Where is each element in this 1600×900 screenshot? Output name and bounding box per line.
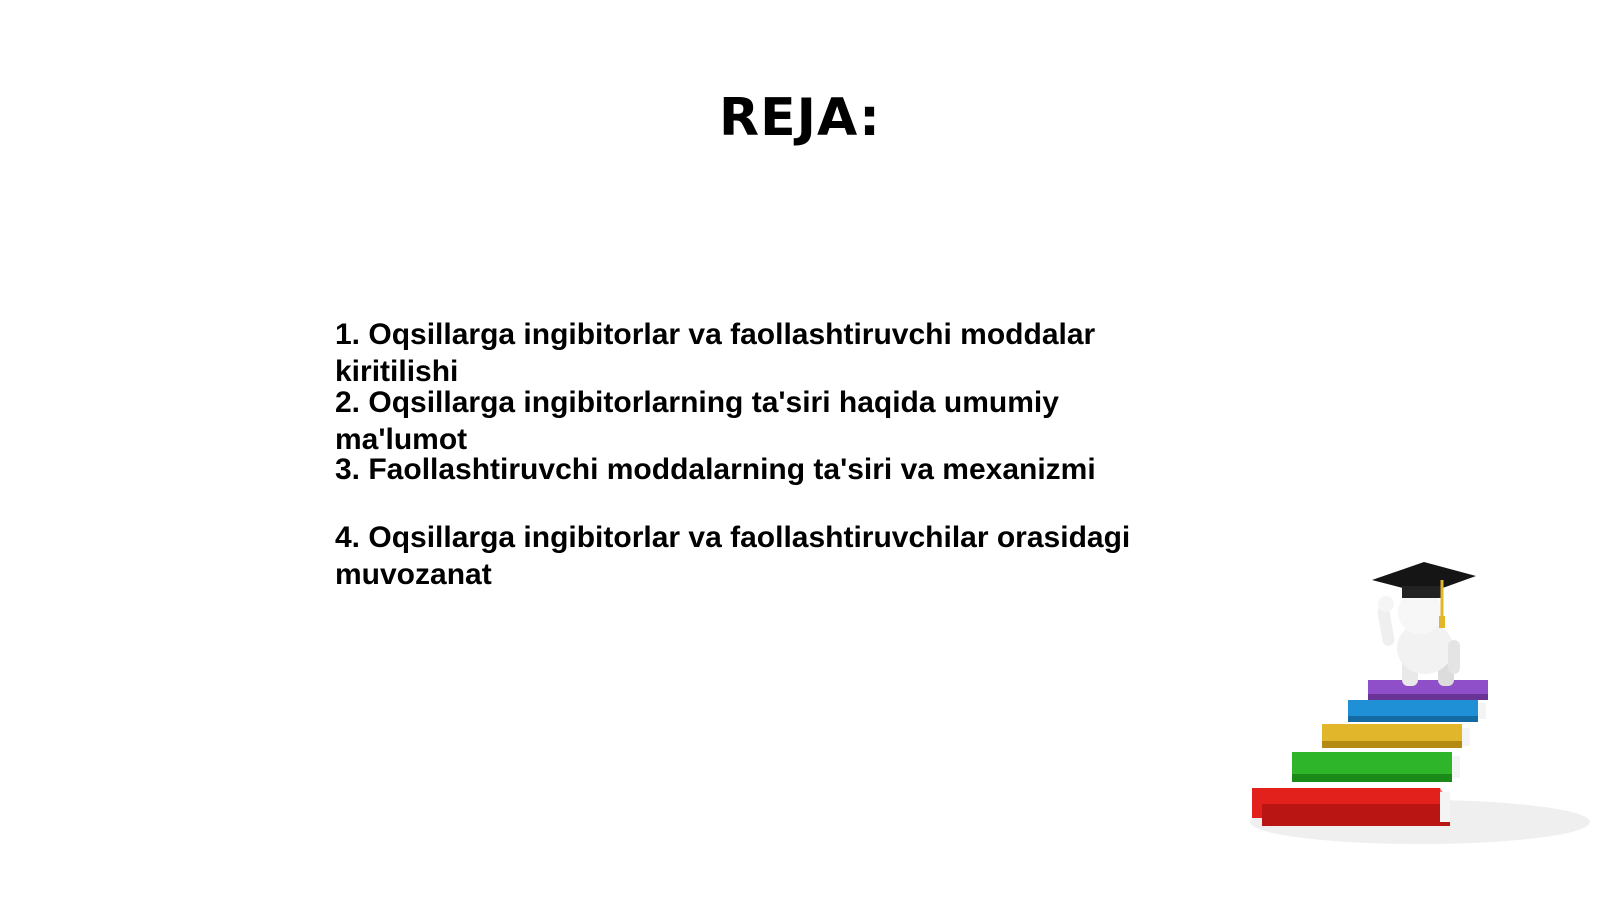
green-book-icon (1292, 752, 1460, 782)
red-book-icon (1252, 788, 1450, 826)
blue-book-icon (1348, 700, 1486, 722)
purple-book-icon (1368, 680, 1488, 700)
graduate-on-books-icon (1240, 560, 1600, 880)
plan-item: 4. Oqsillarga ingibitorlar va faollashtiruvchilar orasidagi muvozanat (335, 521, 1131, 591)
graduate-figure-icon (1372, 562, 1476, 686)
plan-item: 1. Oqsillarga ingibitorlar va faollashtiruvchi moddalar kiritilishi (335, 318, 1096, 388)
slide-title: REJA: (719, 88, 881, 148)
plan-item: 3. Faollashtiruvchi moddalarning ta'siri va mexanizmi (335, 453, 1096, 486)
plan-item: 2. Oqsillarga ingibitorlarning ta'siri haqida umumiy ma'lumot (335, 386, 1059, 456)
yellow-book-icon (1322, 724, 1470, 748)
